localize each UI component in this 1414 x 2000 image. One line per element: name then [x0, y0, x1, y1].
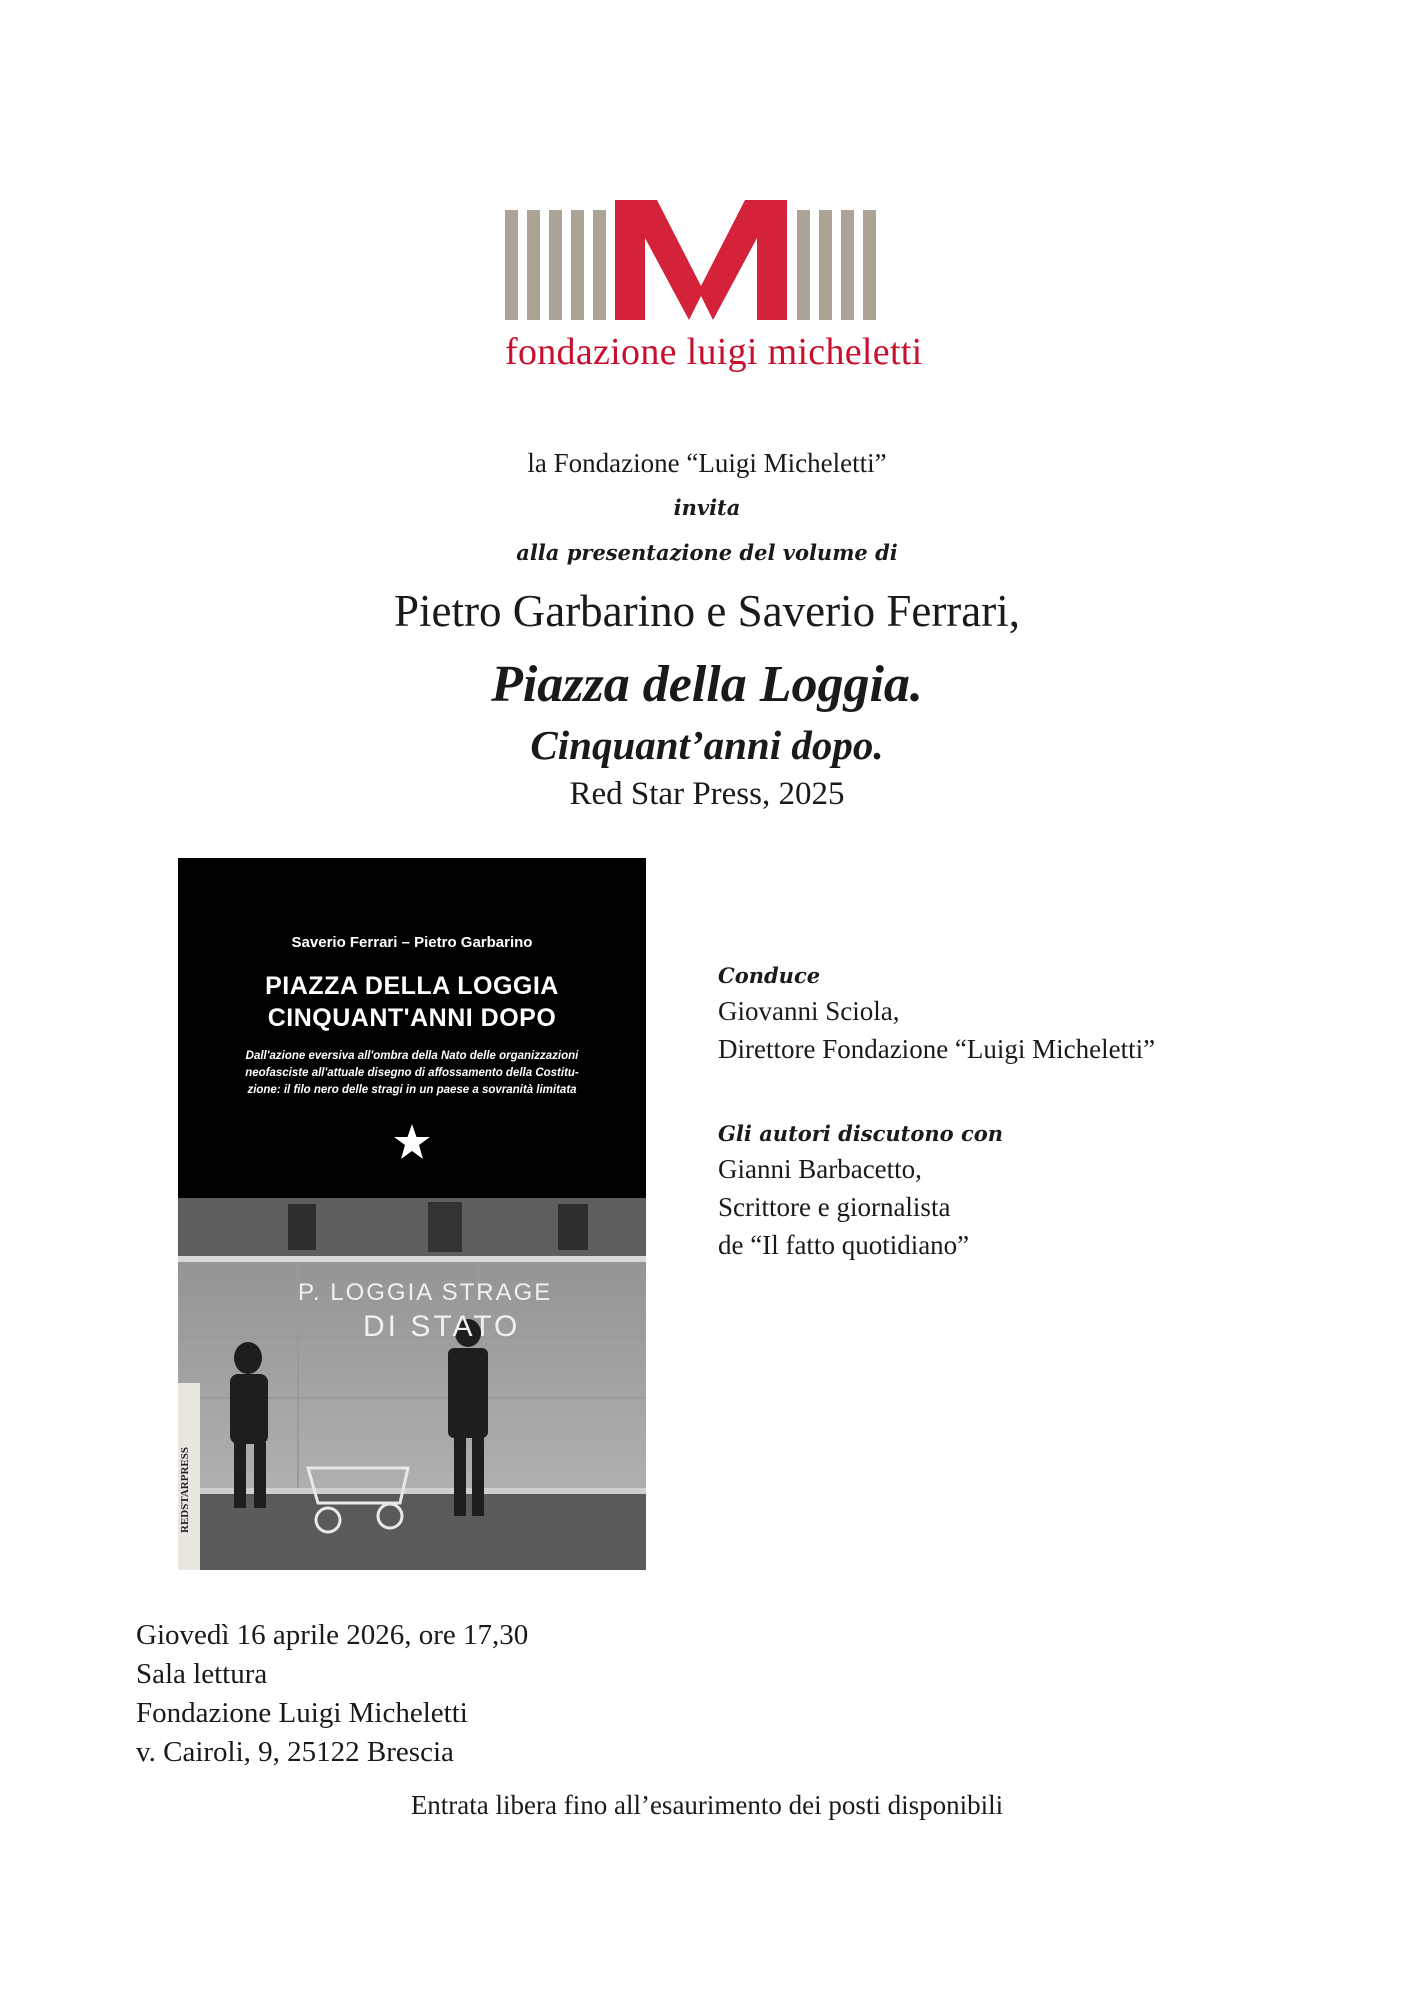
conduce-label: Conduce [718, 963, 821, 988]
cover-photograph [178, 1198, 646, 1570]
book-subtitle: Cinquant’anni dopo. [530, 722, 884, 768]
cover-title-line2: CINQUANT'ANNI DOPO [267, 1004, 557, 1032]
logo-monogram [505, 200, 935, 330]
footer-note: Entrata libera fino all’esaurimento dei posti disponibili [410, 1790, 1004, 1820]
event-details [136, 1616, 528, 1772]
cover-spine [178, 1383, 200, 1570]
book-cover-image [178, 858, 646, 1570]
graffiti-line2: DI STATO [363, 1310, 521, 1343]
star-icon [393, 1124, 431, 1160]
event-room: Sala lettura [136, 1658, 268, 1690]
conduce-role: Direttore Fondazione “Luigi Micheletti” [718, 1034, 1156, 1064]
discutono-label: Gli autori discutono con [718, 1121, 1004, 1146]
book-title: Piazza della Loggia. [491, 656, 923, 713]
book-publisher: Red Star Press, 2025 [569, 776, 845, 812]
cover-title-line1: PIAZZA DELLA LOGGIA [265, 972, 559, 1000]
cover-header [178, 858, 646, 1198]
cover-description [208, 1048, 616, 1099]
invita-text: invita [673, 495, 741, 520]
conduce-block [718, 960, 1155, 1068]
discutono-role2: de “Il fatto quotidiano” [718, 1230, 970, 1260]
foundation-logo [505, 200, 935, 380]
event-address: v. Cairoli, 9, 25122 Brescia [136, 1736, 454, 1768]
event-datetime: Giovedì 16 aprile 2026, ore 17,30 [136, 1619, 529, 1651]
discutono-name: Gianni Barbacetto, [718, 1154, 922, 1184]
book-authors: Pietro Garbarino e Saverio Ferrari, [393, 586, 1021, 636]
cover-desc-line1: Dall'azione eversiva all'ombra della Nato delle organizzazioni [245, 1050, 579, 1062]
spine-publisher-text: REDSTARPRESS [179, 1447, 191, 1533]
logo-text: fondazione luigi micheletti [505, 331, 923, 373]
cover-desc-line2: neofasciste all'attuale disegno di affossamento della Costitu- [245, 1067, 579, 1079]
conduce-name: Giovanni Sciola, [718, 996, 900, 1026]
cover-authors: Saverio Ferrari – Pietro Garbarino [291, 934, 533, 951]
event-venue: Fondazione Luigi Micheletti [136, 1697, 468, 1729]
discutono-role1: Scrittore e giornalista [718, 1192, 951, 1222]
presentazione-text: alla presentazione del volume di [516, 540, 898, 565]
cover-desc-line3: zione: il filo nero delle stragi in un paese a sovranità limitata [247, 1084, 577, 1096]
graffiti-line1: P. LOGGIA STRAGE [298, 1279, 553, 1306]
discutono-block [718, 1118, 1003, 1264]
intro-line: la Fondazione “Luigi Micheletti” [527, 448, 887, 478]
